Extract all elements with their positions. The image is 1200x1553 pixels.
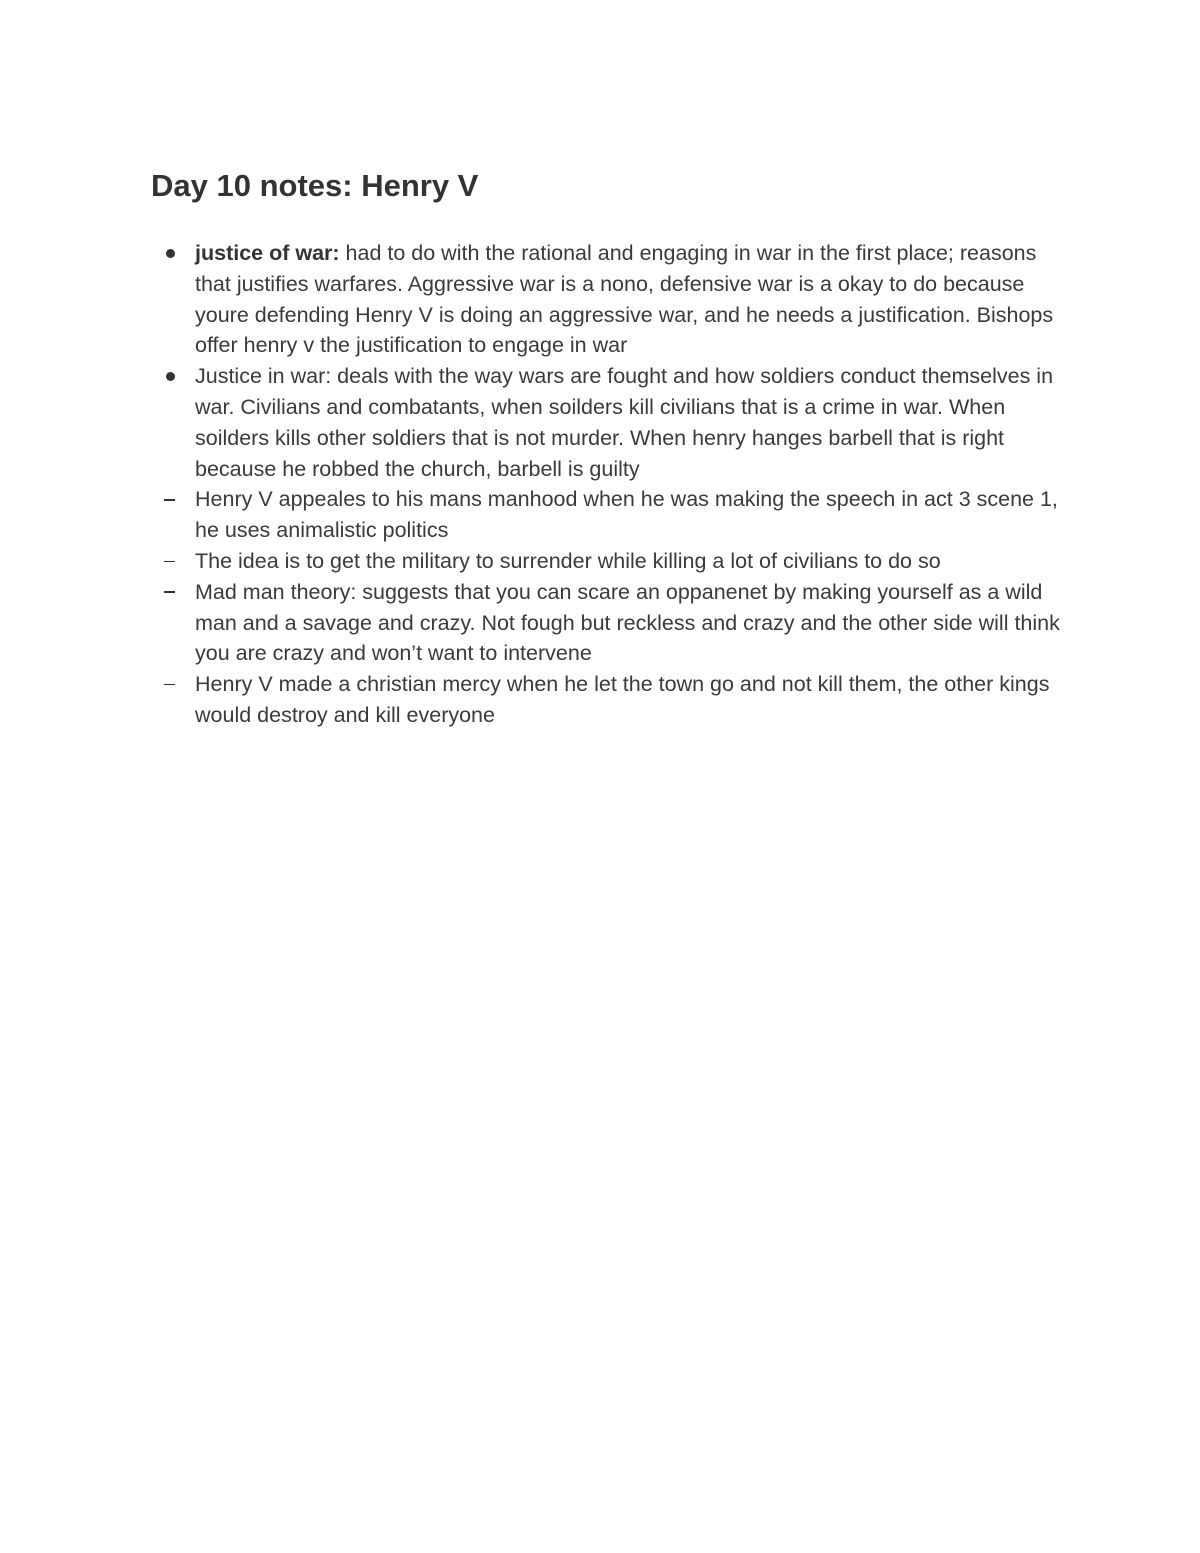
list-item xyxy=(195,669,1065,731)
item-text: Henry V made a christian mercy when he let the town go and not kill them, the other kings would destroy and kill everyone xyxy=(195,672,1050,727)
page-title: Day 10 notes: Henry V xyxy=(151,168,479,203)
dash-icon xyxy=(166,484,186,515)
list-item xyxy=(195,361,1065,484)
list-item xyxy=(195,546,1065,577)
item-text: The idea is to get the military to surrender while killing a lot of civilians to do so xyxy=(195,548,941,573)
dash-icon xyxy=(166,577,186,608)
dash-icon xyxy=(166,669,186,700)
list-item xyxy=(195,238,1065,361)
item-text: Mad man theory: suggests that you can scare an oppanenet by making yourself as a wild man and a savage and crazy. Not fough but reckless and crazy and the other side will think you are crazy and won’t want to intervene xyxy=(195,579,1060,666)
item-lead-term: justice of war: xyxy=(195,241,340,265)
list-item xyxy=(195,484,1065,546)
dash-icon xyxy=(166,546,186,577)
bullet-icon xyxy=(166,238,186,269)
item-text: Justice in war: deals with the way wars are fought and how soldiers conduct themselves in war. Civilians and combatants, when soilders kill civilians that is a crime in war. When soilders kills other soldiers that is not murder. When henry hanges barbell that is right because he robbed the church, barbell is guilty xyxy=(195,364,1054,481)
list-item xyxy=(195,577,1065,669)
item-text: Henry V appeales to his mans manhood when he was making the speech in act 3 scene 1, he uses animalistic politics xyxy=(195,487,1058,543)
bullet-icon xyxy=(166,361,186,392)
notes-list xyxy=(195,238,1065,731)
item-text: had to do with the rational and engaging in war in the first place; reasons that justifies warfares. Aggressive war is a nono, defensive war is a okay to do because youre defending Henry V is doing an aggressive war, and he needs a justification. Bishops offer henry v the justification to engage in war xyxy=(195,241,1054,358)
